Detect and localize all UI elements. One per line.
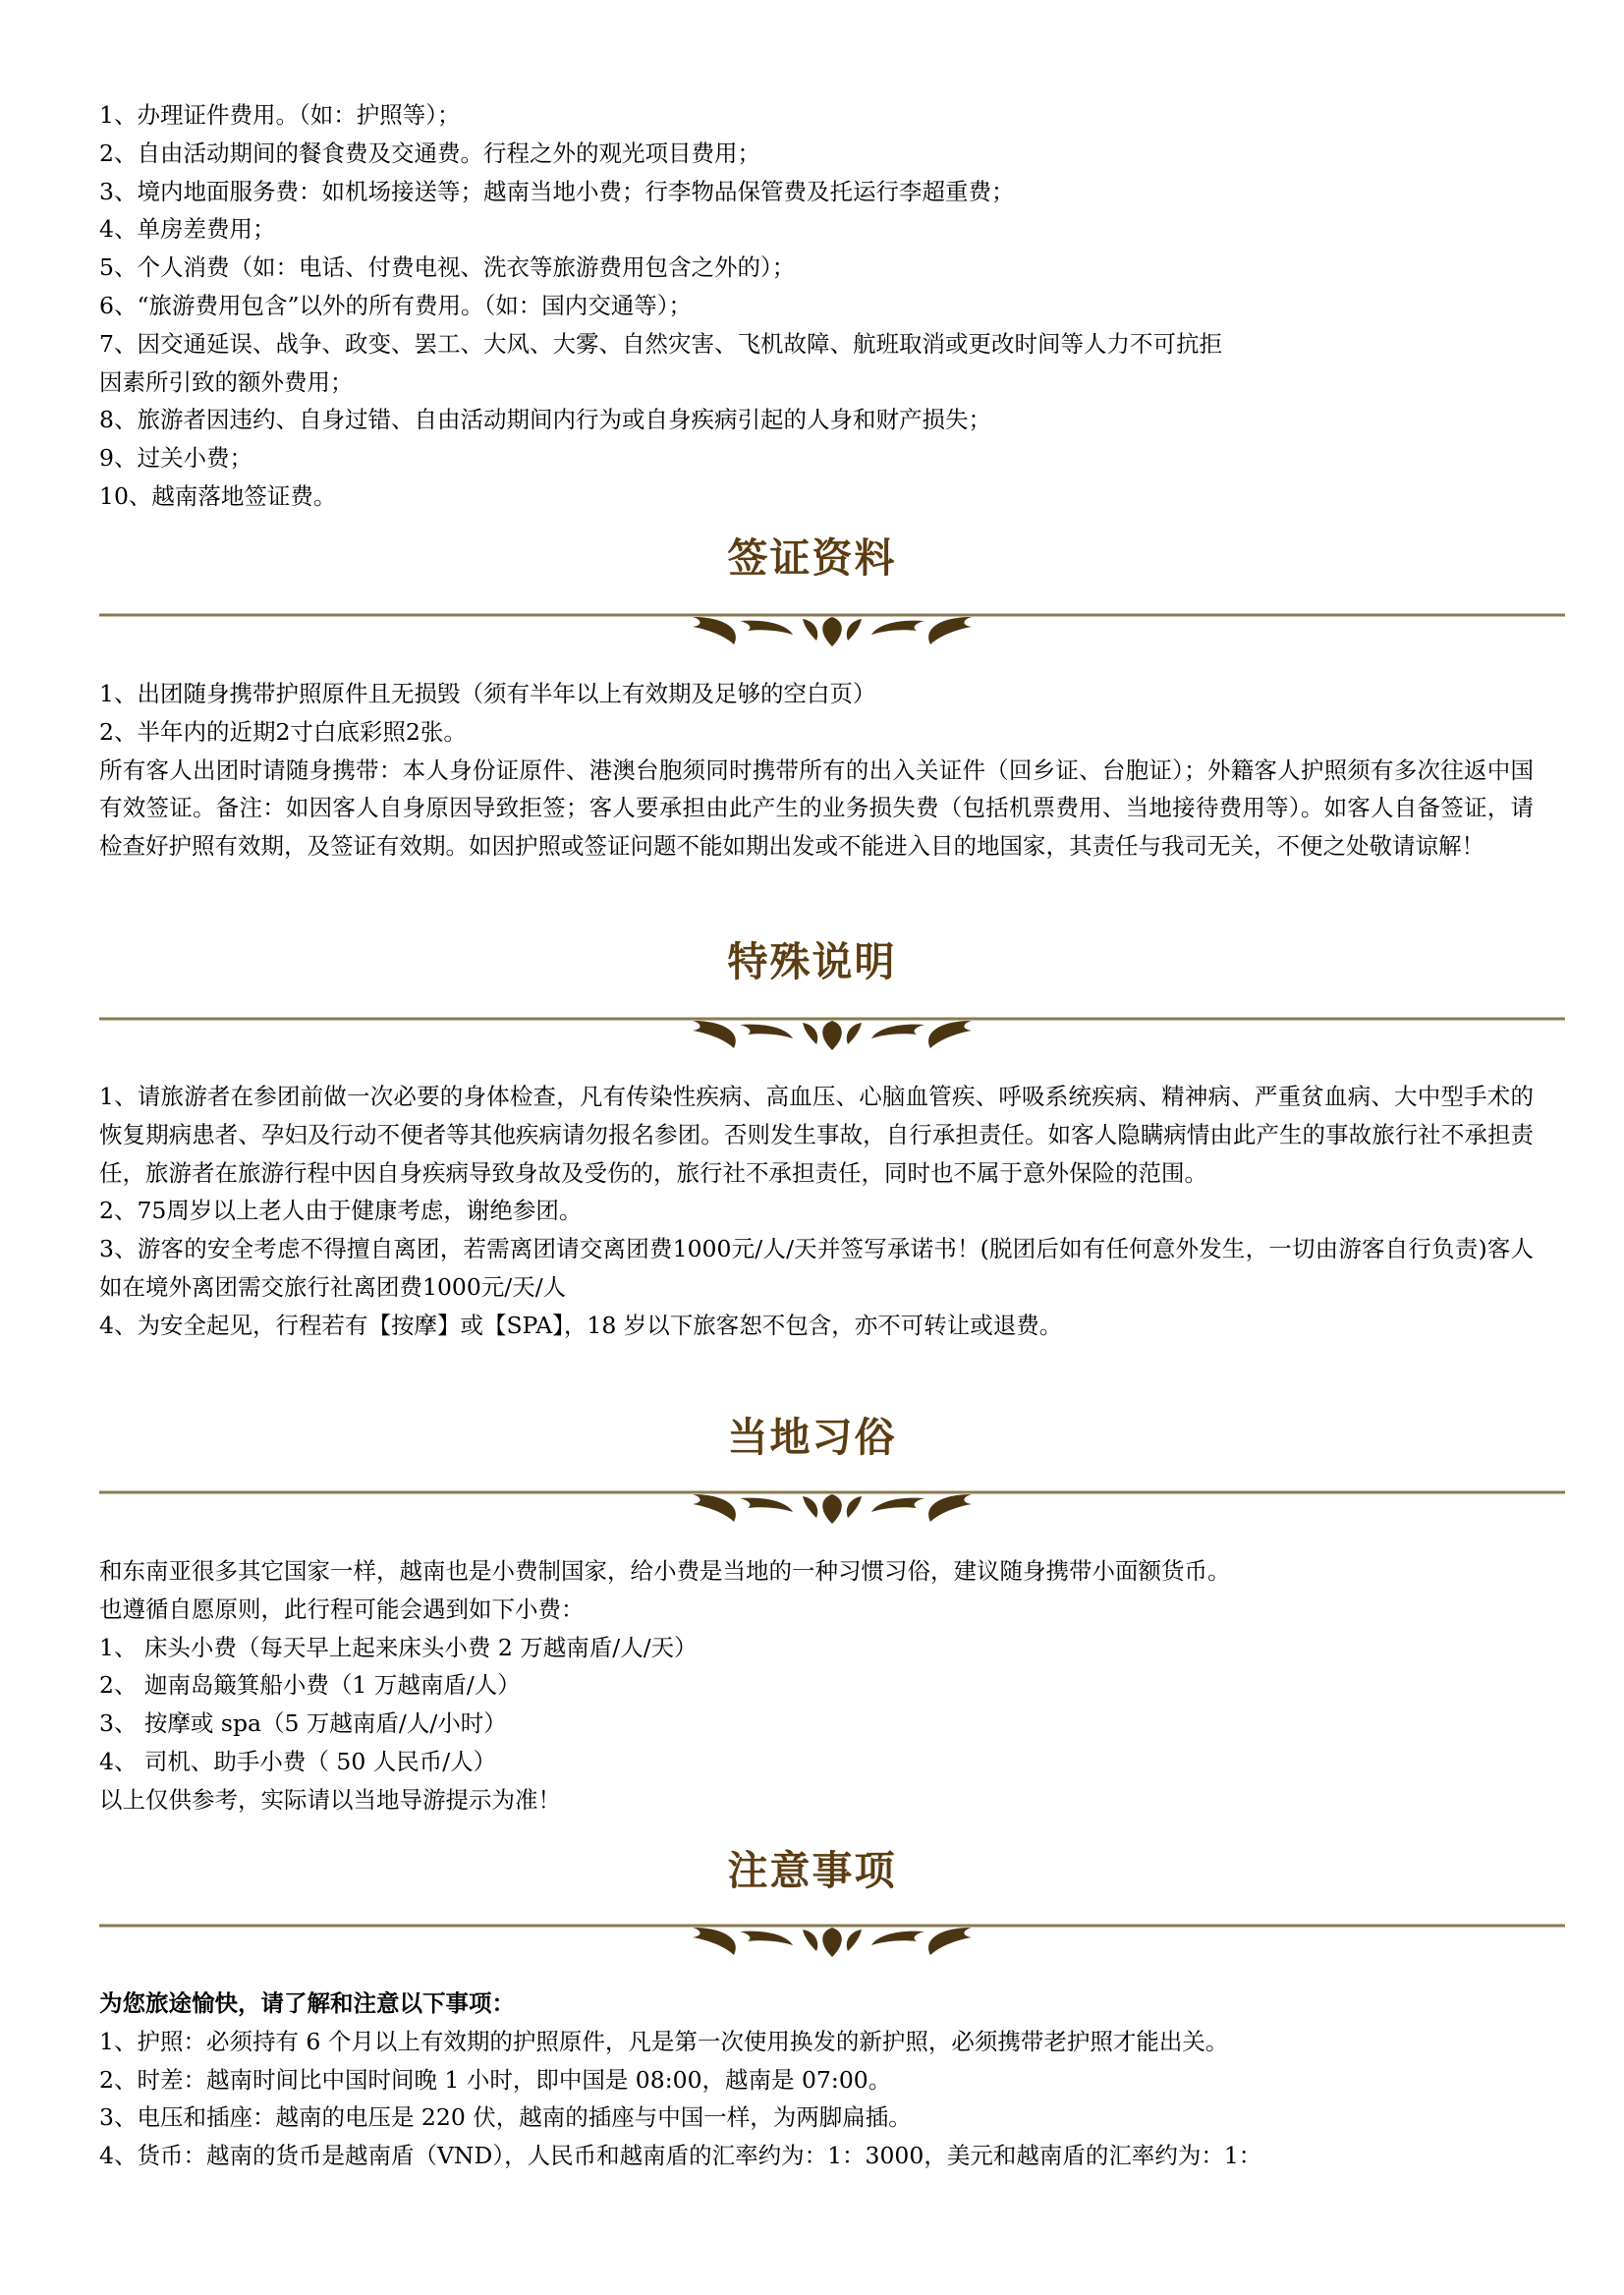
list-item: 9、过关小费； bbox=[99, 444, 252, 473]
section-title-customs: 当地习俗 bbox=[727, 1414, 897, 1461]
list-item: 10、越南落地签证费。 bbox=[99, 481, 337, 510]
list-item: 2、半年内的近期2寸白底彩照2张。 bbox=[99, 717, 467, 746]
list-item: 6、“旅游费用包含”以外的所有费用。（如：国内交通等）； bbox=[99, 291, 692, 319]
list-item: 3、 按摩或 spa（5 万越南盾/人/小时） bbox=[99, 1709, 507, 1738]
list-item: 3、境内地面服务费：如机场接送等；越南当地小费；行李物品保管费及托运行李超重费； bbox=[99, 177, 1015, 205]
section-title-visa: 签证资料 bbox=[727, 534, 897, 582]
list-item: 1、护照：必须持有 6 个月以上有效期的护照原件，凡是第一次使用换发的新护照，必须携带老护照才能出关。 bbox=[99, 2027, 1229, 2055]
list-item: 4、 司机、助手小费（ 50 人民币/人） bbox=[99, 1747, 497, 1775]
list-item: 7、因交通延误、战争、政变、罢工、大风、大雾、自然灾害、飞机故障、航班取消或更改时间等人力不可抗拒 bbox=[99, 329, 1222, 358]
list-item: 2、 迦南岛簸箕船小费（1 万越南盾/人） bbox=[99, 1671, 521, 1700]
excluded-fees-list bbox=[99, 96, 1534, 516]
list-item: 2、自由活动期间的餐食费及交通费。行程之外的观光项目费用； bbox=[99, 139, 760, 167]
list-item: 1、办理证件费用。（如：护照等）； bbox=[99, 101, 461, 129]
list-item: 2、时差：越南时间比中国时间晚 1 小时，即中国是 08:00，越南是 07:00。 bbox=[99, 2065, 892, 2094]
notes-lead: 为您旅途愉快，请了解和注意以下事项： bbox=[99, 1989, 515, 2017]
customs-footer: 以上仅供参考，实际请以当地导游提示为准！ bbox=[99, 1785, 561, 1814]
list-item: 4、单房差费用； bbox=[99, 215, 276, 244]
list-item: 1、请旅游者在参团前做一次必要的身体检查，凡有传染性疾病、高血压、心脑血管疾、呼吸系统疾病、精神病、严重贫血病、大中型手术的恢复期病患者、孕妇及行动不便者等其他疾病请勿报名参团。否则发生事故，自行承担责任。如客人隐瞒病情由此产生的事故旅行社不承担责任，旅游者在旅游行程中因自身疾病导致身故及受伤的，旅行社不承担责任，同时也不属于意外保险的范围。 bbox=[99, 1083, 1534, 1187]
list-item: 4、为安全起见，行程若有【按摩】或【SPA】，18 岁以下旅客恕不包含，亦不可转让或退费。 bbox=[99, 1311, 1063, 1339]
visa-note: 所有客人出团时请随身携带：本人身份证原件、港澳台胞须同时携带所有的出入关证件（回乡证、台胞证）；外籍客人护照须有多次往返中国有效签证。备注：如因客人自身原因导致拒签；客人要承担由此产生的业务损失费（包括机票费用、当地接待费用等）。如客人自备签证，请检查好护照有效期，及签证有效期。如因护照或签证问题不能如期出发或不能进入目的地国家，其责任与我司无关，不便之处敬请谅解！ bbox=[99, 756, 1534, 861]
section-title-notes: 注意事项 bbox=[727, 1847, 897, 1894]
ornament-divider bbox=[99, 1912, 1565, 1963]
list-item: 3、游客的安全考虑不得擅自离团，若需离团请交离团费1000元/人/天并签写承诺书！(脱团后如有任何意外发生，一切由游客自行负责)客人如在境外离团需交旅行社离团费1000元/天/人 bbox=[99, 1235, 1534, 1301]
list-item: 8、旅游者因违约、自身过错、自由活动期间内行为或自身疾病引起的人身和财产损失； bbox=[99, 406, 991, 434]
list-item: 3、电压和插座：越南的电压是 220 伏，越南的插座与中国一样，为两脚扁插。 bbox=[99, 2103, 912, 2132]
customs-intro: 和东南亚很多其它国家一样，越南也是小费制国家，给小费是当地的一种习惯习俗，建议随身携带小面额货币。 bbox=[99, 1557, 1231, 1585]
list-item: 1、出团随身携带护照原件且无损毁（须有半年以上有效期及足够的空白页） bbox=[99, 680, 876, 707]
list-item: 因素所引致的额外费用； bbox=[99, 367, 354, 396]
list-item: 4、货币：越南的货币是越南盾（VND），人民币和越南盾的汇率约为：1：3000，美元和越南盾的汇率约为：1： bbox=[99, 2142, 1262, 2170]
visa-content bbox=[99, 675, 1534, 866]
list-item: 5、个人消费（如：电话、付费电视、洗衣等旅游费用包含之外的）； bbox=[99, 253, 796, 282]
customs-intro: 也遵循自愿原则，此行程可能会遇到如下小费： bbox=[99, 1595, 585, 1623]
section-title-special: 特殊说明 bbox=[727, 938, 897, 985]
list-item: 2、75周岁以上老人由于健康考虑，谢绝参团。 bbox=[99, 1197, 583, 1225]
customs-content bbox=[99, 1552, 1534, 1819]
special-content bbox=[99, 1078, 1534, 1345]
ornament-divider bbox=[99, 1479, 1565, 1530]
ornament-divider bbox=[99, 1005, 1565, 1056]
list-item: 1、 床头小费（每天早上起来床头小费 2 万越南盾/人/天） bbox=[99, 1633, 698, 1661]
ornament-divider bbox=[99, 601, 1565, 652]
notes-content bbox=[99, 1985, 1534, 2175]
